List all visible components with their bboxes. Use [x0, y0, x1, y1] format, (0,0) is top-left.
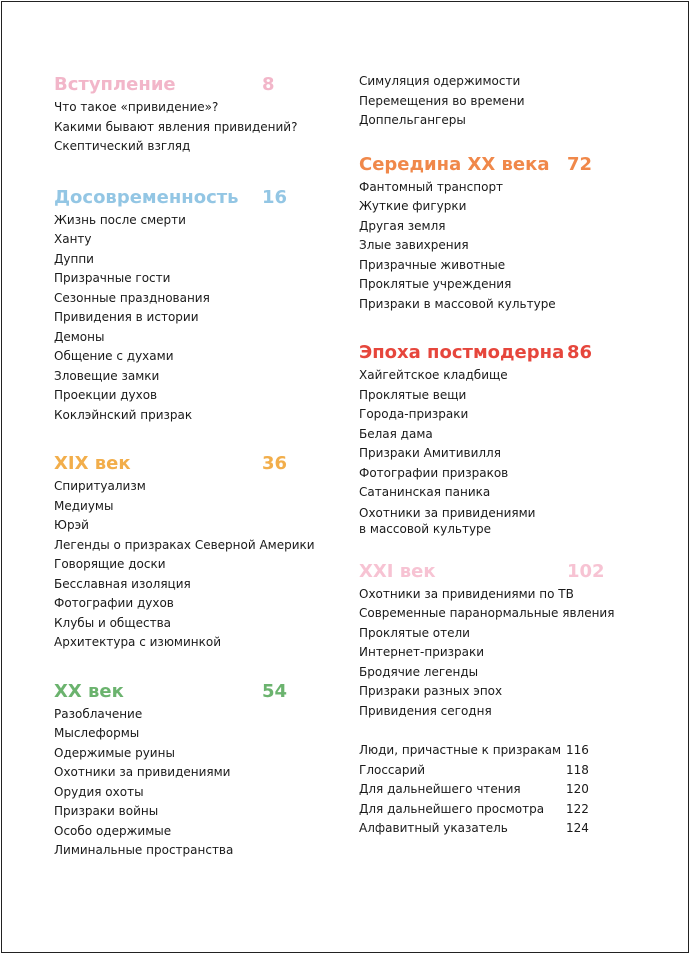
toc-item[interactable]: Жуткие фигурки: [359, 199, 467, 213]
back-matter-page: 116: [566, 743, 589, 757]
toc-item[interactable]: Демоны: [54, 329, 105, 344]
toc-item[interactable]: Какими бывают явления привидений?: [54, 119, 298, 134]
section-21st-century: [359, 559, 629, 722]
section-title: XIX век: [54, 453, 131, 474]
toc-item[interactable]: Призрачные животные: [359, 257, 506, 272]
section-intro: [54, 72, 324, 157]
section-heading[interactable]: [359, 559, 629, 585]
toc-item[interactable]: Мыслеформы: [54, 726, 140, 740]
section-title: Досовременность: [54, 186, 239, 208]
back-matter-page: 120: [566, 782, 589, 796]
section-page: 54: [262, 680, 288, 702]
toc-item[interactable]: Современные паранормальные явления: [359, 606, 615, 620]
section-20th-century: [54, 679, 324, 861]
toc-page: [1, 1, 689, 953]
back-matter-item[interactable]: [359, 819, 629, 839]
toc-item[interactable]: Привидения сегодня: [359, 703, 492, 718]
toc-item[interactable]: Фантомный транспорт: [359, 179, 504, 194]
back-matter-page: 118: [566, 762, 589, 777]
toc-item[interactable]: Особо одержимые: [54, 823, 172, 838]
back-matter-label: Алфавитный указатель: [359, 821, 508, 835]
toc-item[interactable]: Хайгейтское кладбище: [359, 368, 508, 382]
section-page: 16: [262, 186, 288, 208]
section-heading[interactable]: [54, 72, 324, 98]
toc-item-multiline[interactable]: [359, 503, 629, 535]
toc-item[interactable]: Привидения в истории: [54, 310, 199, 324]
section-page: 36: [262, 453, 288, 474]
toc-item[interactable]: Орудия охоты: [54, 784, 144, 799]
toc-item[interactable]: Архитектура с изюминкой: [54, 635, 222, 649]
section-heading[interactable]: [359, 340, 629, 366]
toc-item[interactable]: Сезонные празднования: [54, 290, 210, 305]
toc-item[interactable]: Проклятые отели: [359, 625, 470, 640]
section-mid-20th-century: [359, 152, 629, 315]
toc-item[interactable]: Дуппи: [54, 251, 94, 266]
toc-item[interactable]: Одержимые руины: [54, 745, 175, 760]
toc-item[interactable]: Охотники за привидениями по ТВ: [359, 586, 574, 601]
toc-left-column: [54, 72, 324, 861]
toc-item[interactable]: Доппельгангеры: [359, 113, 466, 127]
toc-item[interactable]: Призраки Амитивилля: [359, 446, 501, 460]
section-title: Середина XX века: [359, 153, 550, 175]
toc-item[interactable]: Злые завихрения: [359, 238, 469, 252]
toc-item[interactable]: Скептический взгляд: [54, 139, 191, 153]
back-matter-item[interactable]: [359, 780, 629, 800]
section-title: XX век: [54, 680, 124, 702]
toc-item[interactable]: Жизнь после смерти: [54, 212, 186, 227]
toc-item[interactable]: Охотники за привидениями: [54, 765, 231, 779]
section-page: 102: [567, 560, 605, 582]
toc-item[interactable]: Призрачные гости: [54, 271, 171, 285]
toc-item[interactable]: Лиминальные пространства: [54, 843, 234, 857]
toc-item[interactable]: Интернет-призраки: [359, 645, 485, 659]
toc-item[interactable]: Зловещие замки: [54, 368, 160, 383]
toc-item[interactable]: Спиритуализм: [54, 479, 146, 493]
toc-item[interactable]: Другая земля: [359, 218, 446, 233]
toc-item[interactable]: Сатанинская паника: [359, 485, 491, 499]
toc-item[interactable]: Проклятые учреждения: [359, 277, 512, 291]
section-premodern: [54, 185, 324, 426]
section-page: 86: [567, 342, 593, 363]
section-heading[interactable]: [54, 451, 324, 477]
toc-item[interactable]: Бесславная изоляция: [54, 576, 191, 591]
section-heading[interactable]: [359, 152, 629, 178]
toc-item[interactable]: Бродячие легенды: [359, 664, 479, 679]
back-matter-page: 124: [566, 821, 589, 835]
back-matter-label: Глоссарий: [359, 762, 426, 777]
toc-item[interactable]: Легенды о призраках Северной Америки: [54, 537, 315, 552]
toc-item[interactable]: Перемещения во времени: [359, 93, 525, 108]
section-page: 8: [262, 74, 275, 95]
toc-item[interactable]: Разоблачение: [54, 706, 143, 721]
toc-item[interactable]: Призраки разных эпох: [359, 684, 503, 698]
toc-item-line: Охотники за привидениями: [359, 505, 536, 520]
toc-item[interactable]: Коклэйнский призрак: [54, 407, 193, 422]
back-matter-item[interactable]: [359, 800, 629, 820]
back-matter-label: Люди, причастные к призракам: [359, 743, 561, 757]
toc-item[interactable]: Проекции духов: [54, 388, 158, 402]
toc-item[interactable]: Фотографии призраков: [359, 465, 509, 480]
section-title: Вступление: [54, 74, 176, 95]
back-matter: [359, 741, 629, 839]
back-matter-item[interactable]: [359, 741, 629, 761]
toc-item[interactable]: Призраки войны: [54, 804, 159, 818]
toc-item[interactable]: Медиумы: [54, 498, 114, 513]
toc-item[interactable]: Общение с духами: [54, 349, 174, 363]
toc-item[interactable]: Призраки в массовой культуре: [359, 296, 556, 311]
toc-item[interactable]: Белая дама: [359, 426, 433, 441]
toc-item[interactable]: Фотографии духов: [54, 596, 174, 610]
section-20th-century-continued: [359, 72, 629, 131]
toc-right-column: [359, 72, 629, 839]
section-19th-century: [54, 451, 324, 653]
section-title: XXI век: [359, 560, 436, 582]
section-heading[interactable]: [54, 185, 324, 211]
back-matter-page: 122: [566, 801, 589, 816]
section-title: Эпоха постмодерна: [359, 342, 565, 363]
toc-item[interactable]: Города-призраки: [359, 407, 469, 421]
section-heading[interactable]: [54, 679, 324, 705]
toc-item[interactable]: Юрэй: [54, 518, 89, 532]
back-matter-item[interactable]: [359, 761, 629, 781]
toc-item[interactable]: Что такое «привидение»?: [54, 100, 219, 114]
back-matter-label: Для дальнейшего просмотра: [359, 801, 545, 816]
back-matter-label: Для дальнейшего чтения: [359, 782, 521, 796]
section-postmodern: [359, 340, 629, 535]
toc-item[interactable]: Говорящие доски: [54, 557, 166, 571]
toc-item[interactable]: Ханту: [54, 232, 92, 246]
toc-item[interactable]: Симуляция одержимости: [359, 74, 521, 88]
toc-item[interactable]: Клубы и общества: [54, 615, 172, 630]
toc-item[interactable]: Проклятые вещи: [359, 387, 467, 402]
toc-item-line: в массовой культуре: [359, 521, 492, 536]
section-page: 72: [567, 153, 593, 175]
